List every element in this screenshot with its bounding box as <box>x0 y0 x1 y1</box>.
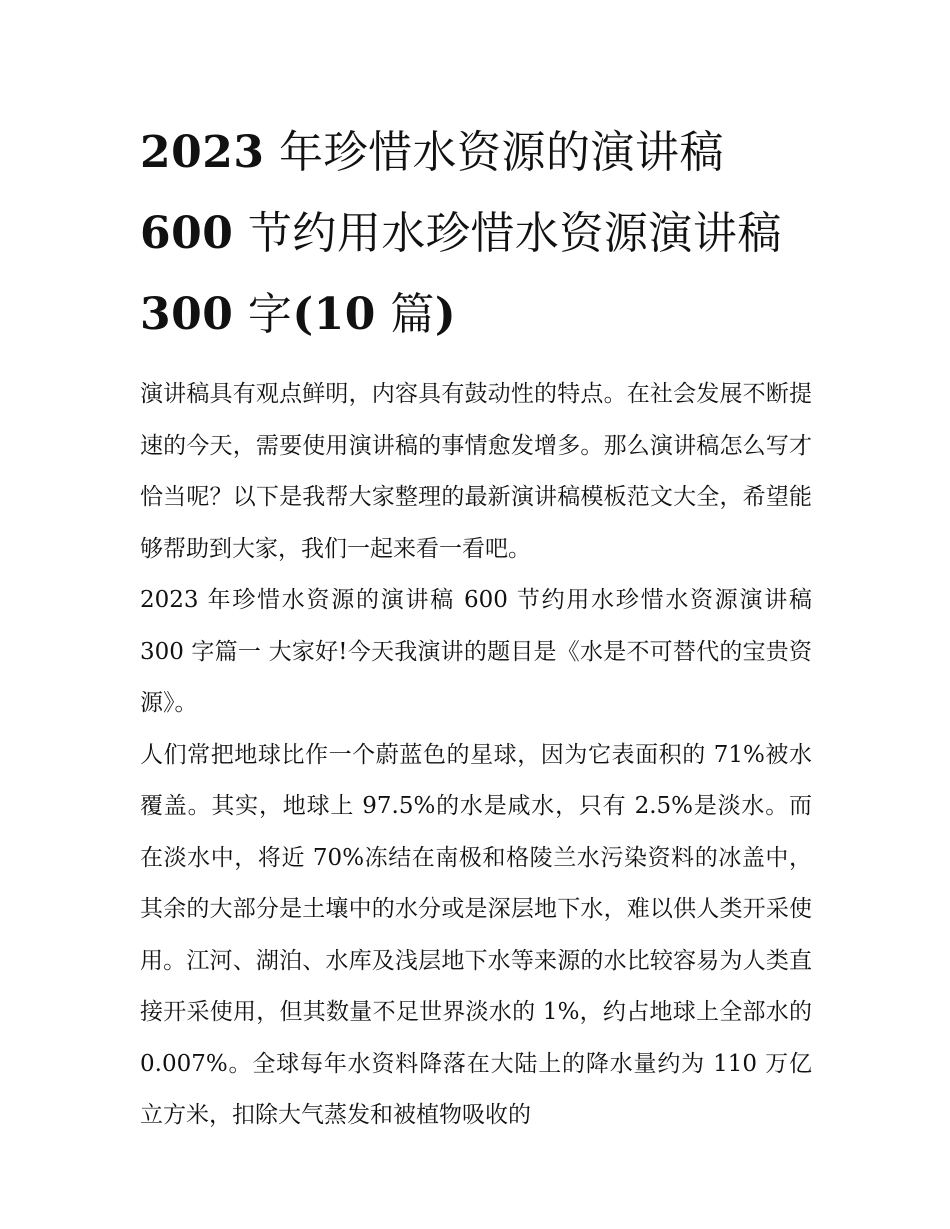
title-segment: 2023 <box>140 127 265 178</box>
title-segment: ) <box>434 289 457 340</box>
title-segment: 篇 <box>375 289 435 340</box>
document-title <box>140 112 812 355</box>
speech-heading-paragraph: 2023 年珍惜水资源的演讲稿 600 节约用水珍惜水资源演讲稿 300 字篇一 大家好!今天我演讲的题目是《水是不可替代的宝贵资源》。 <box>140 587 812 716</box>
intro-paragraph: 演讲稿具有观点鲜明，内容具有鼓动性的特点。在社会发展不断提速的今天，需要使用演讲稿的事情愈发增多。那么演讲稿怎么写才恰当呢？以下是我帮大家整理的最新演讲稿模板范文大全，希望能够帮助到大家，我们一起来看一看吧。 <box>140 381 812 562</box>
title-segment: 节约用水珍惜水资源演讲稿 <box>233 208 782 259</box>
title-segment: 300 <box>140 289 234 340</box>
title-segment: 600 <box>140 208 234 259</box>
title-segment: (10 <box>292 289 376 340</box>
body-paragraph: 人们常把地球比作一个蔚蓝色的星球，因为它表面积的 71%被水覆盖。其实，地球上 97.5%的水是咸水，只有 2.5%是淡水。而在淡水中，将近 70%冻结在南极和格陵兰水污染资料的冰盖中，其余的大部分是土壤中的水分或是深层地下水，难以供人类开采使用。江河、湖泊、水库及浅层地下水等来源的水比较容易为人类直接开采使用，但其数量不足世界淡水的 1%，约占地球上全部水的 0.007%。全球每年水资料降落在大陆上的降水量约为 110 万亿立方米，扣除大气蒸发和被植物吸收的 <box>140 741 812 1128</box>
title-segment: 字 <box>233 289 293 340</box>
document-page <box>140 112 812 1142</box>
title-segment: 年珍惜水资源的演讲稿 <box>264 127 724 178</box>
